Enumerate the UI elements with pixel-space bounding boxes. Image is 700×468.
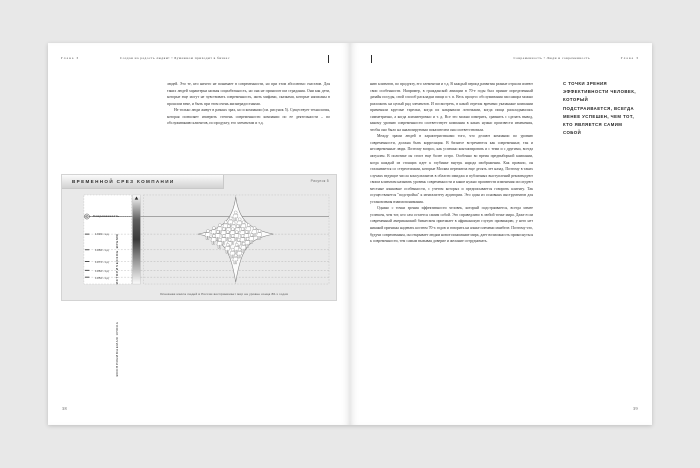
right-page: [350, 43, 652, 425]
paragraph: Не только люди живут в разных эрах, но и компании (см. рисунок 5). Существует технология, которая позволяет измерить степень современности компании по ее деятельности – по обслуживанию клиентов, по продукту, его элементам и т.д.: [167, 108, 330, 126]
figure-container: [61, 174, 337, 377]
figure-number: Рисунок 5: [310, 179, 329, 183]
figure-caption: Основная масса людей в России воспринимает мир на уровне конца 80-х годов: [159, 292, 289, 296]
left-runhead-chapter: Глава 3: [61, 56, 80, 60]
left-runhead-title: Создан на радость людям! • Бумажном приходит в бизнес: [120, 56, 230, 60]
right-text-column: [370, 81, 533, 245]
chart-axis-label-top: ИСТОРИЧЕСКОЕ ВРЕМЯ: [115, 233, 119, 285]
left-text-column: [167, 81, 330, 127]
chart-ytick: 1990 год: [95, 232, 109, 236]
right-page-number: 39: [633, 406, 638, 411]
chart-ytick: 1970 год: [95, 260, 109, 264]
pull-quote: С ТОЧКИ ЗРЕНИЯ ЭФФЕКТИВНОСТИ ЧЕЛОВЕК, КОТОРЫЙ ПОДСТРАИВАЕТСЯ, ВСЕГДА МЕНЕЕ УСПЕШЕН, ЧЕМ ТОТ, КТО ЯВЛЯЕТСЯ САМИМ СОБОЙ: [563, 81, 636, 136]
paragraph: нию клиентов, по продукту, его элементам и т.д. В каждый период развития разные отрасли имеют свои особенности. Например, в гражданской авиации в 70-е годы был принят определенный дизайн посуды, свой способ раскладки пищи и т. п. Весь процесс обслуживания пассажира можно разложить на целый ряд элементов. И посмотреть, в какой отрезок времени указанные компании применяли круглые тарелки, когда их накрывали лоточками, когда пища раскладывалась симметрично, а когда асимметрично и т. д. Все это можно измерить, сравнить с сделать вывод, какому уровню современности соответствует компания в каких нужно произвести изменения, чтобы оно было на анализируемым показателем она соответствовала.: [370, 82, 533, 132]
paragraph: Однако с точки зрения эффективности человек, который подстраивается, всегда менее успешен, чем тот, кто сам остается самим собой. Это справедливо в любой точке мира. Даже если современный американский бизнесмен приезжает в африканскую глухую провинцию, у него нет никакой причины надевать костюм 70-х годов и говорить на языке племени мамбеле. Поэтому что, будучи современным, он открывает людям новое понимание мира, дает возможность прикоснуться к современности, тем самым вызывая доверие и желание сотрудничать.: [370, 206, 533, 244]
right-runhead-rule: [371, 55, 372, 63]
paragraph: людей. Это те, кто ничего не понимает в современности, но при этом абсолютно счастлив. Для таких людей характерна низкая социабельность, но она не приносит им страдания. Они как дети, которые еще могут не чувствовать современность, жить мифами, сказками, которые написаны в прошлом веке, и быть при этом очень жизнерадостными.: [167, 82, 330, 106]
right-runhead-title: Современность • Люди и современность: [513, 56, 590, 60]
chart-ytick: 1950 год: [95, 276, 109, 280]
paragraph: Между эрами людей в характеристиками того, что делают компании по уровню современности, должна быть корреляция. В бизнесе встречаются как современные, так и несовременные люди. Поэтому вопрос, как успешно контактировать и с теми и с другими, всегда актуален. В политике он стоит еще более остро. Особенно во время предвыборной кампании, когда каждый из стоящих идет к глубинке внутрь народа изображения. Как правило, он сталкивается со стереотипами, которые Москва переимела еще десять лет назад. Поэтому в таких случаях ведущие числа консультантов в области имиджа и публичных выступлений рекомендуют своим клиентам называть уровень современности и какие нужно произвести изменения исследуют местные языковые особенности, с учетом которых и предписывается говорить клиенту. Так осуществляется "подстройка" к менталитету аудитории. Это один из основных инструментов для установления взаимопонимания.: [370, 134, 533, 204]
left-page: [48, 43, 350, 425]
chart-axis-label-bottom: ВОСПРИНИМАЕМАЯ ЭПОХА: [115, 321, 119, 377]
book-spread: [48, 43, 652, 425]
left-running-head: [48, 56, 350, 66]
chart-modernity-label: Современность: [93, 214, 120, 218]
chart-ytick: 1980 год: [95, 248, 109, 252]
left-runhead-rule: [328, 55, 329, 63]
chart-ytick: 1960 год: [95, 269, 109, 273]
target-icon: [84, 214, 89, 219]
figure-title: ВРЕМЕННОЙ СРЕЗ КОМПАНИИ: [72, 178, 175, 184]
right-running-head: [350, 56, 652, 66]
left-page-number: 38: [62, 406, 67, 411]
right-runhead-chapter: Глава 3: [620, 56, 639, 60]
